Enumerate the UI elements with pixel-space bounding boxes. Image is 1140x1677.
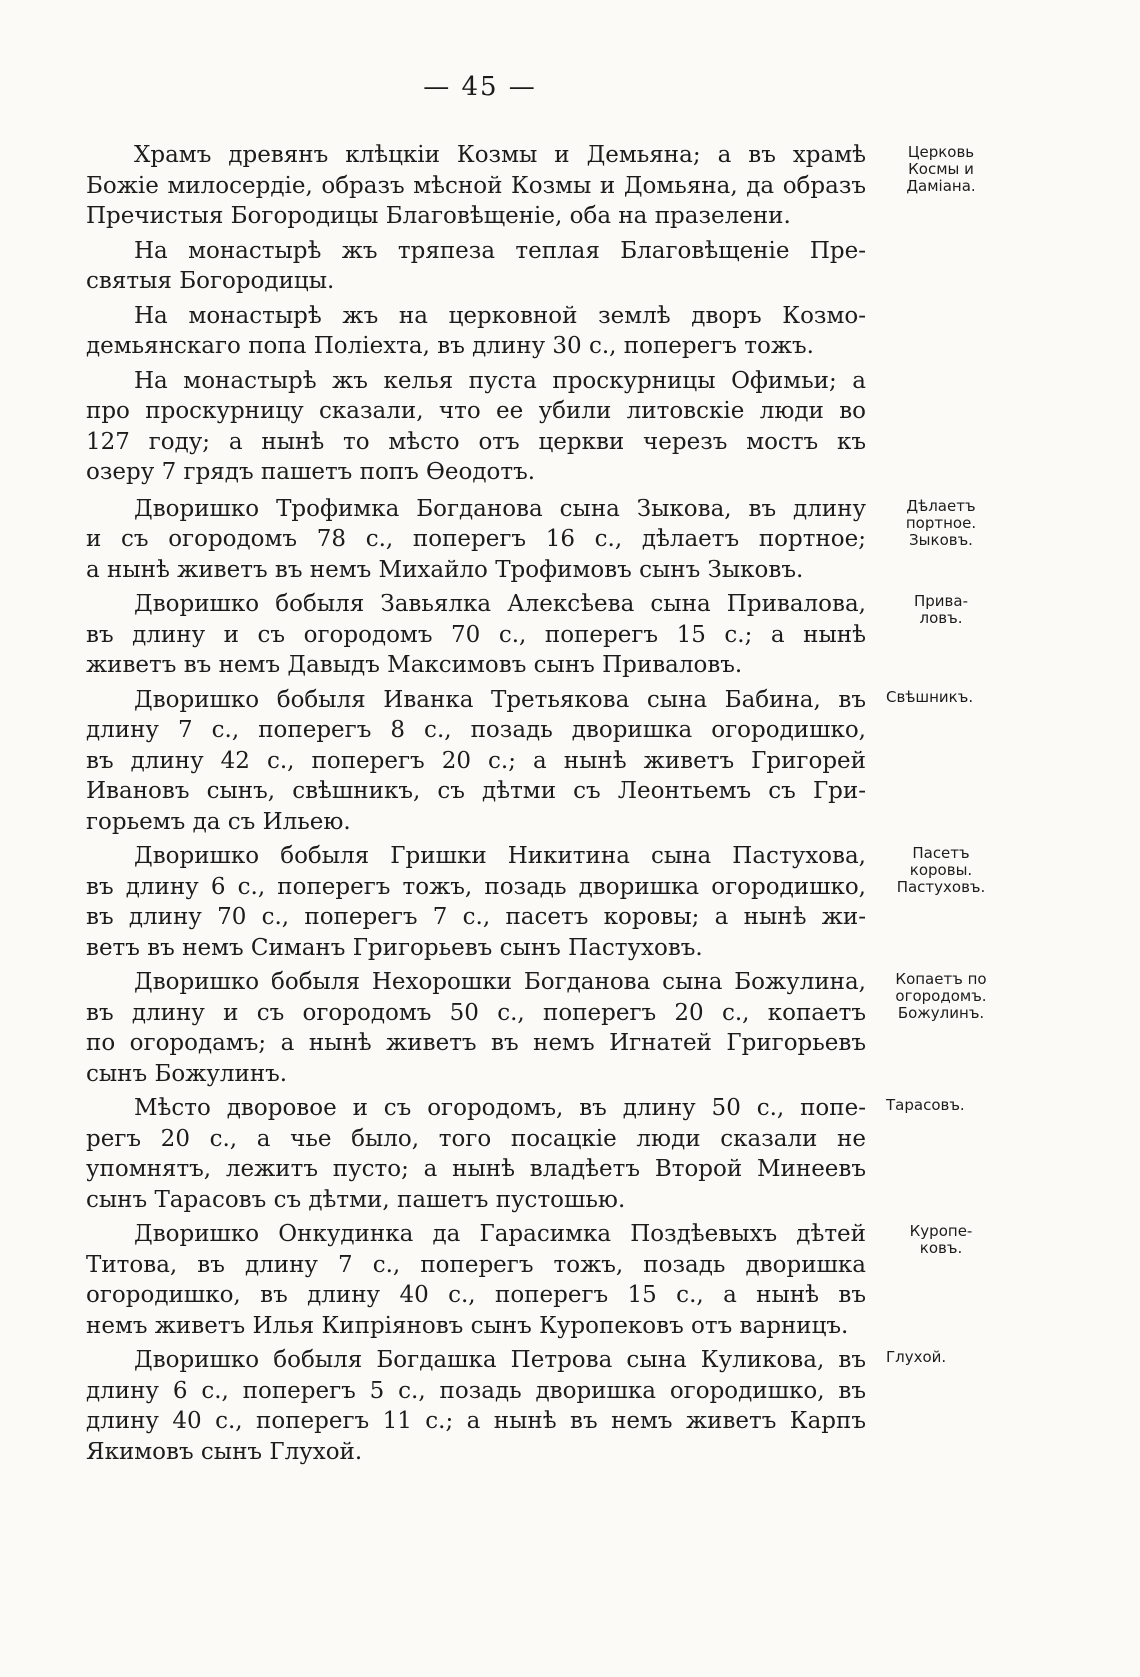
- margin-note-line: Прива-: [914, 592, 968, 610]
- margin-note: [886, 971, 996, 1022]
- paragraph: [86, 140, 976, 232]
- text-line: въ длину 42 с., поперегъ 20 с.; а нынѣ живетъ Григорей: [86, 747, 866, 774]
- margin-note-line: Пастуховъ.: [896, 878, 986, 896]
- page-number: — 45 —: [423, 72, 537, 102]
- paragraph: [86, 967, 987, 1089]
- text-line: Пречистыя Богородицы Благовѣщеніе, оба на празелени.: [86, 203, 791, 229]
- paragraph: [86, 1219, 973, 1341]
- text-line: сынъ Тарасовъ съ дѣтми, пашетъ пустошью.: [86, 1186, 626, 1213]
- margin-note: [886, 689, 996, 706]
- text-line: ветъ въ немъ Симанъ Григорьевъ сынъ Пастуховъ.: [86, 934, 703, 961]
- margin-note-line: Копаетъ по: [895, 970, 987, 988]
- text-line: огородишко, въ длину 40 с., поперегъ 15 с., а нынѣ въ: [86, 1282, 866, 1308]
- text-line: Титова, въ длину 7 с., поперегъ тожъ, позадь дворишка: [86, 1251, 866, 1278]
- text-line: длину 40 с., поперегъ 11 с.; а нынѣ въ немъ живетъ Карпъ: [86, 1408, 866, 1434]
- text-line: Божіе милосердіе, образъ мѣсной Козмы и Домьяна, да образъ: [86, 172, 866, 199]
- text-line: Мѣсто дворовое и съ огородомъ, въ длину 50 с., попе-: [134, 1095, 866, 1121]
- text-line: немъ живетъ Илья Кипріяновъ сынъ Куропековъ отъ варницъ.: [86, 1312, 849, 1339]
- text-line: Храмъ древянъ клѣцкіи Козмы и Демьяна; а въ храмѣ: [134, 142, 866, 168]
- text-line: живетъ въ немъ Давыдъ Максимовъ сынъ Приваловъ.: [86, 652, 743, 678]
- margin-note-line: Божулинъ.: [897, 1004, 985, 1022]
- margin-note-line: Дѣлаетъ: [906, 496, 976, 515]
- text-line: святыя Богородицы.: [86, 268, 335, 294]
- text-line: по огородамъ; а нынѣ живетъ въ немъ Игнатей Григорьевъ: [86, 1030, 866, 1056]
- margin-note-line: Космы и: [908, 160, 974, 178]
- text-line: Дворишко бобыля Иванка Третьякова сына Бабина, въ: [134, 686, 866, 713]
- paragraph: [86, 1345, 947, 1467]
- text-line: Дворишко бобыля Богдашка Петрова сына Куликова, въ: [134, 1347, 866, 1373]
- margin-note-line: ловъ.: [919, 609, 963, 627]
- text-line: длину 7 с., поперегъ 8 с., позадь дворишка огородишко,: [86, 717, 866, 743]
- paragraph: [86, 589, 968, 681]
- margin-note: [886, 845, 996, 896]
- paragraph: [86, 841, 986, 963]
- text-line: а нынѣ живетъ въ немъ Михайло Трофимовъ сынъ Зыковъ.: [86, 556, 804, 583]
- text-line: Дворишко бобыля Нехорошки Богданова сына Божулина,: [134, 969, 866, 995]
- text-line: упомнятъ, лежитъ пусто; а нынѣ владѣетъ Второй Минеевъ: [86, 1156, 866, 1182]
- paragraph: [86, 1093, 965, 1215]
- text-line: въ длину 6 с., поперегъ тожъ, позадь дворишка огородишко,: [86, 873, 866, 900]
- margin-note: [886, 498, 996, 549]
- margin-note-line: ковъ.: [919, 1239, 963, 1257]
- margin-note: [886, 593, 996, 627]
- text-line: сынъ Божулинъ.: [86, 1060, 288, 1087]
- paragraph: [86, 236, 866, 297]
- margin-note-line: Глухой.: [886, 1348, 947, 1366]
- text-line: Дворишко бобыля Гришки Никитина сына Пастухова,: [134, 843, 866, 869]
- text-line: Якимовъ сынъ Глухой.: [86, 1438, 363, 1465]
- text-line: регъ 20 с., а чье было, того посацкіе люди сказали не: [86, 1125, 866, 1152]
- text-line: Ивановъ сынъ, свѣшникъ, съ дѣтми съ Леонтьемъ съ Гри-: [86, 778, 866, 804]
- margin-note: [886, 1223, 996, 1257]
- margin-note-line: коровы.: [909, 861, 973, 879]
- text-line: Дворишко Онкудинка да Гарасимка Поздѣевыхъ дѣтей: [134, 1221, 866, 1247]
- margin-note-line: портное.: [905, 513, 977, 532]
- text-line: На монастырѣ жъ тряпеза теплая Благовѣщеніе Пре-: [134, 237, 866, 264]
- text-line: На монастырѣ жъ на церковной землѣ дворъ Козмо-: [134, 302, 866, 329]
- text-line: демьянскаго попа Поліехта, въ длину 30 с., поперегъ тожъ.: [86, 333, 814, 359]
- text-line: въ длину и съ огородомъ 70 с., поперегъ 15 с.; а нынѣ: [86, 621, 866, 648]
- margin-note: [886, 1349, 996, 1366]
- paragraph: [86, 494, 977, 586]
- margin-note-line: Тарасовъ.: [886, 1096, 965, 1114]
- text-line: въ длину 70 с., поперегъ 7 с., пасетъ коровы; а нынѣ жи-: [86, 904, 866, 930]
- text-line: горьемъ да съ Ильею.: [86, 808, 351, 835]
- body-text: [86, 136, 987, 1467]
- margin-note-line: Церковь: [907, 143, 975, 161]
- margin-note-line: Куропе-: [909, 1222, 973, 1240]
- text-line: Дворишко Трофимка Богданова сына Зыкова, въ длину: [134, 495, 866, 522]
- text-line: длину 6 с., поперегъ 5 с., позадь дворишка огородишко, въ: [86, 1377, 866, 1404]
- paragraph: [86, 366, 866, 488]
- text-line: 127 году; а нынѣ то мѣсто отъ церкви черезъ мостъ къ: [86, 428, 866, 455]
- margin-note-line: огородомъ.: [895, 987, 987, 1005]
- text-line: про проскурницу сказали, что ее убили литовскіе люди во: [86, 398, 866, 424]
- text-line: и съ огородомъ 78 с., поперегъ 16 с., дѣлаетъ портное;: [86, 526, 866, 552]
- text-line: Дворишко бобыля Завьялка Алексѣева сына Привалова,: [134, 591, 866, 617]
- text-line: На монастырѣ жъ келья пуста проскурницы Офимьи; а: [134, 367, 866, 394]
- margin-note-line: Пасетъ: [912, 844, 970, 862]
- paragraph: [86, 685, 974, 838]
- margin-note-line: Свѣшникъ.: [886, 687, 974, 706]
- margin-note-line: Даміана.: [906, 177, 976, 195]
- paragraph: [86, 301, 866, 362]
- margin-note: [886, 1097, 996, 1114]
- text-line: озеру 7 грядъ пашетъ попъ Ѳеодотъ.: [86, 459, 536, 485]
- margin-note: [886, 144, 996, 195]
- text-line: въ длину и съ огородомъ 50 с., поперегъ 20 с., копаетъ: [86, 999, 866, 1026]
- margin-note-line: Зыковъ.: [909, 530, 973, 549]
